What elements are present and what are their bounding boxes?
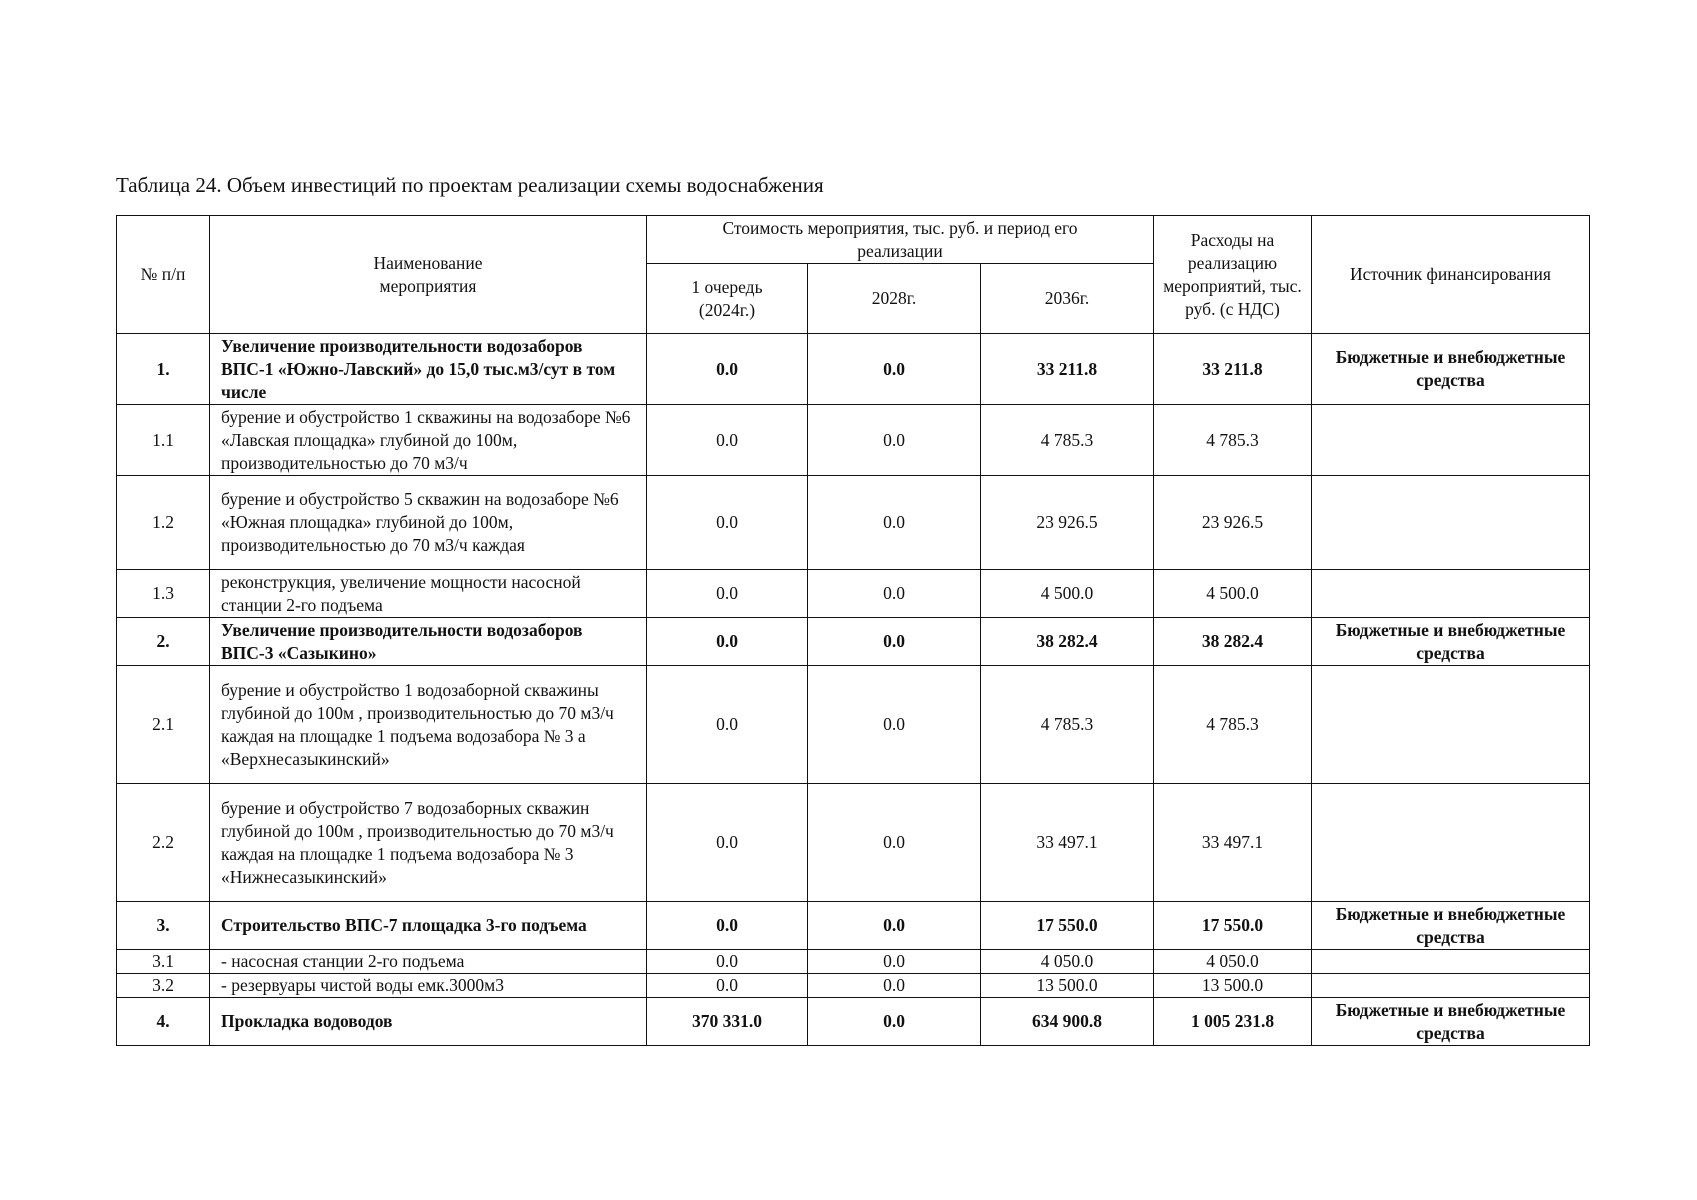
row-total: 1 005 231.8	[1154, 998, 1312, 1046]
row-2028: 0.0	[808, 334, 981, 405]
row-stage1: 0.0	[647, 784, 808, 902]
row-num: 2.1	[117, 666, 210, 784]
row-2036: 23 926.5	[981, 476, 1154, 570]
row-source	[1312, 666, 1590, 784]
row-2036: 17 550.0	[981, 902, 1154, 950]
row-2036: 4 785.3	[981, 405, 1154, 476]
row-2036: 38 282.4	[981, 618, 1154, 666]
row-source: Бюджетные и внебюджетные средства	[1312, 902, 1590, 950]
row-source: Бюджетные и внебюджетные средства	[1312, 618, 1590, 666]
row-source	[1312, 784, 1590, 902]
row-stage1: 0.0	[647, 570, 808, 618]
row-stage1: 0.0	[647, 974, 808, 998]
row-name: Увеличение производительности водозаборов ВПС-3 «Сазыкино»	[210, 618, 647, 666]
table-row	[117, 784, 1590, 902]
row-name: реконструкция, увеличение мощности насосной станции 2-го подъема	[210, 570, 647, 618]
header-total: Расходы на реализацию мероприятий, тыс. руб. (с НДС)	[1154, 216, 1312, 334]
row-2028: 0.0	[808, 950, 981, 974]
row-2028: 0.0	[808, 784, 981, 902]
header-row-top	[117, 216, 1590, 264]
row-source	[1312, 476, 1590, 570]
row-2036: 33 497.1	[981, 784, 1154, 902]
row-total: 4 785.3	[1154, 666, 1312, 784]
row-num: 2.	[117, 618, 210, 666]
row-num: 2.2	[117, 784, 210, 902]
row-2028: 0.0	[808, 974, 981, 998]
header-source: Источник финансирования	[1312, 216, 1590, 334]
row-stage1: 370 331.0	[647, 998, 808, 1046]
row-stage1: 0.0	[647, 666, 808, 784]
row-name: Прокладка водоводов	[210, 998, 647, 1046]
row-stage1: 0.0	[647, 476, 808, 570]
investment-table	[116, 215, 1590, 1046]
row-total: 38 282.4	[1154, 618, 1312, 666]
header-name: Наименование мероприятия	[210, 216, 647, 334]
row-num: 3.	[117, 902, 210, 950]
row-num: 3.1	[117, 950, 210, 974]
row-total: 13 500.0	[1154, 974, 1312, 998]
header-2036: 2036г.	[981, 264, 1154, 334]
header-cost-group: Стоимость мероприятия, тыс. руб. и период его реализации	[647, 216, 1154, 264]
row-name: бурение и обустройство 5 скважин на водозаборе №6 «Южная площадка» глубиной до 100м, производительностью до 70 м3/ч каждая	[210, 476, 647, 570]
header-2028: 2028г.	[808, 264, 981, 334]
row-stage1: 0.0	[647, 902, 808, 950]
table-row	[117, 405, 1590, 476]
row-total: 4 500.0	[1154, 570, 1312, 618]
row-name: бурение и обустройство 1 водозаборной скважины глубиной до 100м , производительностью до 70 м3/ч каждая на площадке 1 подъема водозабора № 3 а «Верхнесазыкинский»	[210, 666, 647, 784]
table-caption: Таблица 24. Объем инвестиций по проектам реализации схемы водоснабжения	[116, 173, 824, 197]
row-total: 33 497.1	[1154, 784, 1312, 902]
row-name: бурение и обустройство 1 скважины на водозаборе №6 «Лавская площадка» глубиной до 100м, производительностью до 70 м3/ч	[210, 405, 647, 476]
table-row	[117, 950, 1590, 974]
row-2036: 634 900.8	[981, 998, 1154, 1046]
row-stage1: 0.0	[647, 405, 808, 476]
row-source	[1312, 405, 1590, 476]
row-num: 1.	[117, 334, 210, 405]
row-name: - насосная станции 2-го подъема	[210, 950, 647, 974]
row-stage1: 0.0	[647, 334, 808, 405]
row-source: Бюджетные и внебюджетные средства	[1312, 334, 1590, 405]
table-row	[117, 476, 1590, 570]
table-row	[117, 334, 1590, 405]
row-2036: 4 785.3	[981, 666, 1154, 784]
row-name: Увеличение производительности водозаборов ВПС-1 «Южно-Лавский» до 15,0 тыс.м3/сут в том числе	[210, 334, 647, 405]
row-name: бурение и обустройство 7 водозаборных скважин глубиной до 100м , производительностью до 70 м3/ч каждая на площадке 1 подъема водозабора № 3 «Нижнесазыкинский»	[210, 784, 647, 902]
row-total: 17 550.0	[1154, 902, 1312, 950]
table-row	[117, 902, 1590, 950]
row-2028: 0.0	[808, 618, 981, 666]
table-row	[117, 998, 1590, 1046]
row-stage1: 0.0	[647, 618, 808, 666]
row-2028: 0.0	[808, 666, 981, 784]
row-name: Строительство ВПС-7 площадка 3-го подъема	[210, 902, 647, 950]
row-2036: 13 500.0	[981, 974, 1154, 998]
row-2036: 4 500.0	[981, 570, 1154, 618]
table-row	[117, 570, 1590, 618]
row-source	[1312, 974, 1590, 998]
row-num: 1.1	[117, 405, 210, 476]
header-stage1: 1 очередь (2024г.)	[647, 264, 808, 334]
row-2036: 4 050.0	[981, 950, 1154, 974]
row-2028: 0.0	[808, 570, 981, 618]
row-2028: 0.0	[808, 476, 981, 570]
row-total: 4 785.3	[1154, 405, 1312, 476]
row-total: 23 926.5	[1154, 476, 1312, 570]
table-row	[117, 618, 1590, 666]
row-num: 3.2	[117, 974, 210, 998]
row-stage1: 0.0	[647, 950, 808, 974]
row-source: Бюджетные и внебюджетные средства	[1312, 998, 1590, 1046]
row-total: 33 211.8	[1154, 334, 1312, 405]
header-num: № п/п	[117, 216, 210, 334]
row-2028: 0.0	[808, 998, 981, 1046]
row-num: 1.3	[117, 570, 210, 618]
row-num: 4.	[117, 998, 210, 1046]
table-row	[117, 974, 1590, 998]
row-source	[1312, 570, 1590, 618]
row-2036: 33 211.8	[981, 334, 1154, 405]
row-source	[1312, 950, 1590, 974]
row-num: 1.2	[117, 476, 210, 570]
row-2028: 0.0	[808, 902, 981, 950]
row-total: 4 050.0	[1154, 950, 1312, 974]
row-2028: 0.0	[808, 405, 981, 476]
row-name: - резервуары чистой воды емк.3000м3	[210, 974, 647, 998]
table-row	[117, 666, 1590, 784]
